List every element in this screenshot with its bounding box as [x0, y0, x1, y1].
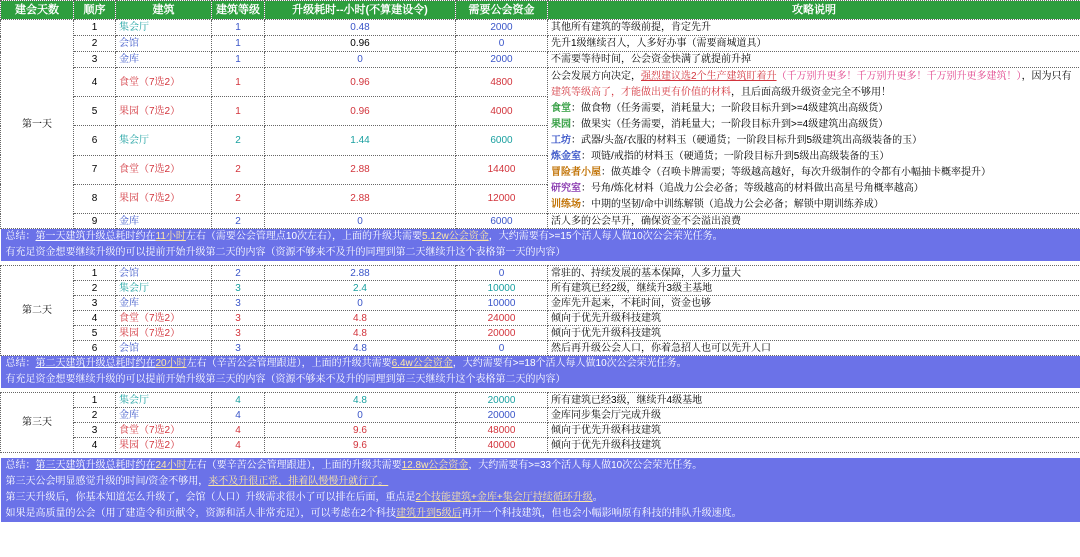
note-value: ：做果实（任务需要，消耗量大；一阶段目标升到>=4级建筑出高级货） — [571, 119, 889, 130]
cell-time: 0 — [265, 214, 456, 229]
cell-building: 食堂（7选2） — [116, 68, 212, 97]
cell-fund: 10000 — [456, 281, 548, 296]
day2-summary — [1, 356, 1080, 372]
summary-highlight: 2个技能建筑+金库+集会厅持续循环升级 — [415, 492, 593, 503]
cell-time: 9.6 — [265, 423, 456, 438]
cell-fund: 10000 — [456, 296, 548, 311]
summary-label: 总结： — [5, 460, 36, 471]
cell-level: 3 — [212, 296, 265, 311]
day1-notes-block — [548, 68, 1080, 214]
cell-fund: 20000 — [456, 408, 548, 423]
summary-hours: 20小时 — [155, 358, 187, 370]
cell-level: 4 — [212, 393, 265, 408]
day-label: 第三天 — [1, 393, 74, 453]
note-lab — [551, 181, 1077, 197]
cell-time: 0 — [265, 296, 456, 311]
table-row — [1, 326, 1080, 341]
cell-building: 食堂（7选2） — [116, 311, 212, 326]
cell-level: 2 — [212, 266, 265, 281]
summary-text: 第三天升级后，你基本知道怎么升级了，会馆（人口）升级需求很小了可以排在后面，重点是 — [5, 492, 416, 503]
cell-fund: 40000 — [456, 438, 548, 453]
cell-order: 1 — [74, 20, 116, 36]
cell-order: 9 — [74, 214, 116, 229]
summary-text: 左右（要辛苦公会管理跟进），上面的升级共需要 — [186, 460, 402, 471]
cell-note: 倾向于优先升级科技建筑 — [548, 311, 1080, 326]
cell-note: 倾向于优先升级科技建筑 — [548, 438, 1080, 453]
header-row — [1, 1, 1080, 20]
cell-order: 1 — [74, 393, 116, 408]
summary-line — [1, 474, 1080, 490]
cell-level: 3 — [212, 326, 265, 341]
table-row — [1, 296, 1080, 311]
note-highlight: 强烈建议选2个生产建筑盯着升 — [641, 71, 777, 82]
cell-order: 2 — [74, 281, 116, 296]
note-value: ：项链/戒指的材料玉（硬通货；一阶段目标升到5级出高级装备的玉） — [581, 151, 890, 162]
cell-building: 果园（7选2） — [116, 438, 212, 453]
cell-fund: 2000 — [456, 20, 548, 36]
cell-order: 3 — [74, 52, 116, 68]
day2-summary-2 — [1, 372, 1080, 388]
cell-fund: 4000 — [456, 97, 548, 126]
cell-building: 集会厅 — [116, 20, 212, 36]
day3-summary — [1, 458, 1080, 474]
note-training — [551, 197, 1077, 213]
summary-line — [1, 458, 1080, 474]
header-fund: 需要公会资金 — [456, 1, 548, 20]
cell-time: 4.8 — [265, 393, 456, 408]
cell-order: 2 — [74, 408, 116, 423]
table-row — [1, 20, 1080, 36]
cell-time: 0.48 — [265, 20, 456, 36]
note-key: 工坊 — [551, 135, 571, 146]
summary-fund: 5.12w公会资金 — [422, 231, 489, 243]
header-days: 建会天数 — [1, 1, 74, 20]
table-row — [1, 36, 1080, 52]
note-workshop — [551, 133, 1077, 149]
cell-fund: 0 — [456, 36, 548, 52]
cell-note: 然后再升级公会人口，你着急招人也可以先升人口 — [548, 341, 1080, 356]
cell-time: 9.6 — [265, 438, 456, 453]
cell-level: 1 — [212, 68, 265, 97]
cell-note: 倾向于优先升级科技建筑 — [548, 423, 1080, 438]
cell-level: 2 — [212, 126, 265, 155]
cell-note: 金库先升起来，不耗时间，资金也够 — [548, 296, 1080, 311]
note-text: 公会发展方向决定， — [551, 71, 641, 82]
cell-time: 0 — [265, 52, 456, 68]
cell-building: 集会厅 — [116, 393, 212, 408]
cell-fund: 6000 — [456, 126, 548, 155]
header-building: 建筑 — [116, 1, 212, 20]
cell-level: 2 — [212, 214, 265, 229]
summary-text: 再开一个科技建筑，但也会小幅影响原有科技的排队升级速度。 — [461, 508, 742, 519]
note-value: ：号角/炼化材料（追战力公会必备；等级越高的材料做出高星号角概率越高） — [581, 183, 924, 194]
cell-fund: 6000 — [456, 214, 548, 229]
cell-fund: 48000 — [456, 423, 548, 438]
day-label: 第一天 — [1, 20, 74, 229]
cell-fund: 2000 — [456, 52, 548, 68]
cell-order: 5 — [74, 97, 116, 126]
summary-hours: 24小时 — [155, 460, 187, 471]
cell-fund: 4800 — [456, 68, 548, 97]
note-food — [551, 101, 1077, 117]
header-notes: 攻略说明 — [548, 1, 1080, 20]
cell-level: 2 — [212, 184, 265, 213]
summary-line: 有充足资金想要继续升级的可以提前开始升级第三天的内容（资源不够来不及升的同理到第三天继续升这个表格第二天的内容） — [1, 372, 1080, 388]
cell-time: 2.88 — [265, 155, 456, 184]
strategy-note — [551, 69, 1077, 101]
cell-building: 会馆 — [116, 266, 212, 281]
cell-time: 2.88 — [265, 184, 456, 213]
summary-highlight: 建筑升到5级后 — [396, 508, 462, 519]
note-value: ：武器/头盔/衣服的材料玉（硬通货；一阶段目标升到5级建筑出高级装备的玉） — [571, 135, 923, 146]
cell-fund: 12000 — [456, 184, 548, 213]
header-time: 升级耗时--小时(不算建设令) — [265, 1, 456, 20]
cell-note: 常驻的、持续发展的基本保障，人多力量大 — [548, 266, 1080, 281]
cell-note: 先升1级继续召人，人多好办事（需要商城道具） — [548, 36, 1080, 52]
cell-building: 果园（7选2） — [116, 97, 212, 126]
cell-note: 活人多的公会早升，确保资金不会溢出浪费 — [548, 214, 1080, 229]
note-key: 研究室 — [551, 183, 581, 194]
cell-note: 所有建筑已经2级，继续升3级主基地 — [548, 281, 1080, 296]
cell-order: 7 — [74, 155, 116, 184]
cell-fund: 20000 — [456, 393, 548, 408]
cell-building: 金库 — [116, 408, 212, 423]
cell-note: 倾向于优先升级科技建筑 — [548, 326, 1080, 341]
cell-order: 8 — [74, 184, 116, 213]
cell-order: 3 — [74, 423, 116, 438]
cell-level: 3 — [212, 341, 265, 356]
cell-building: 金库 — [116, 52, 212, 68]
note-value: ：做食物（任务需要，消耗量大；一阶段目标升到>=4级建筑出高级货） — [571, 103, 889, 114]
summary-text: 第三天公会明显感觉升级的时间/资金不够用， — [5, 476, 209, 487]
header-level: 建筑等级 — [212, 1, 265, 20]
table-row — [1, 423, 1080, 438]
cell-building: 金库 — [116, 296, 212, 311]
summary-text: 如果是高质量的公会（用了建造令和贡献令，资源和活人非常充足），可以考虑在2个科技 — [5, 508, 397, 519]
summary-label: 总结： — [5, 231, 36, 243]
cell-building: 金库 — [116, 214, 212, 229]
cell-time: 0.96 — [265, 68, 456, 97]
day3-summary-2 — [1, 474, 1080, 490]
cell-order: 3 — [74, 296, 116, 311]
cell-time: 4.8 — [265, 326, 456, 341]
cell-fund: 24000 — [456, 311, 548, 326]
cell-time: 0.96 — [265, 97, 456, 126]
summary-line — [1, 506, 1080, 522]
cell-building: 会馆 — [116, 36, 212, 52]
cell-note: 所有建筑已经3级，继续升4级基地 — [548, 393, 1080, 408]
cell-time: 0.96 — [265, 36, 456, 52]
cell-level: 1 — [212, 20, 265, 36]
cell-level: 3 — [212, 281, 265, 296]
cell-level: 4 — [212, 438, 265, 453]
note-warning: （千万别升更多！千万别升更多！千万别升更多建筑！） — [776, 71, 1022, 82]
cell-time: 4.8 — [265, 341, 456, 356]
cell-fund: 14400 — [456, 155, 548, 184]
cell-order: 4 — [74, 311, 116, 326]
day1-summary-2 — [1, 245, 1080, 261]
summary-text: 第一天建筑升级总耗时约在 — [35, 231, 156, 243]
summary-text: 左右（辛苦公会管理跟进），上面的升级共需要 — [186, 358, 392, 370]
cell-building: 食堂（7选2） — [116, 155, 212, 184]
cell-building: 集会厅 — [116, 126, 212, 155]
note-orchard — [551, 117, 1077, 133]
summary-line — [1, 229, 1080, 245]
cell-note: 其他所有建筑的等级前提，肯定先升 — [548, 20, 1080, 36]
note-value: ：中期的坚韧/命中训练解锁（追战力公会必备；解锁中期训练养成） — [581, 199, 884, 210]
table-row — [1, 214, 1080, 229]
cell-level: 1 — [212, 36, 265, 52]
note-text: ，且后面高级升级资金完全不够用！ — [731, 87, 891, 98]
day3-summary-4 — [1, 506, 1080, 522]
summary-highlight: 来不及升很正常，排着队慢慢升就行了。 — [208, 476, 389, 487]
summary-text: ，大约需要有>=33个活人每人做10次公会荣光任务。 — [468, 460, 703, 471]
cell-order: 2 — [74, 36, 116, 52]
cell-fund: 0 — [456, 341, 548, 356]
note-text: ，因为只有 — [1021, 71, 1072, 82]
cell-time: 4.8 — [265, 311, 456, 326]
summary-hours: 11小时 — [155, 231, 186, 243]
cell-building: 果园（7选2） — [116, 184, 212, 213]
summary-text: ，大约需要有>=15个活人每人做10次公会荣光任务。 — [488, 231, 723, 243]
summary-label: 总结： — [5, 358, 36, 370]
cell-level: 4 — [212, 408, 265, 423]
summary-line — [1, 490, 1080, 506]
cell-note: 金库同步集会厅完成升级 — [548, 408, 1080, 423]
cell-level: 1 — [212, 52, 265, 68]
table-row — [1, 408, 1080, 423]
summary-line — [1, 356, 1080, 372]
table-row — [1, 266, 1080, 281]
summary-text: 左右（需要公会管理点10次左右），上面的升级共需要 — [185, 231, 423, 243]
cell-time: 2.4 — [265, 281, 456, 296]
cell-level: 3 — [212, 311, 265, 326]
cell-level: 2 — [212, 155, 265, 184]
table-row — [1, 438, 1080, 453]
table-row — [1, 341, 1080, 356]
cell-note: 不需要等待时间，公会资金快满了就提前升掉 — [548, 52, 1080, 68]
cell-building: 集会厅 — [116, 281, 212, 296]
summary-fund: 6.4w公会资金 — [391, 358, 453, 370]
table-row — [1, 311, 1080, 326]
note-key: 食堂 — [551, 103, 571, 114]
cell-order: 6 — [74, 341, 116, 356]
note-highlight: 建筑等级高了，才能做出更有价值的材料 — [551, 87, 731, 98]
cell-building: 果园（7选2） — [116, 326, 212, 341]
note-alchemy — [551, 149, 1077, 165]
note-key: 训练场 — [551, 199, 581, 210]
cell-order: 4 — [74, 68, 116, 97]
table-row — [1, 68, 1080, 97]
summary-line: 有充足资金想要继续升级的可以提前开始升级第二天的内容（资源不够来不及升的同理到第二天继续升这个表格第一天的内容） — [1, 245, 1080, 261]
cell-building: 食堂（7选2） — [116, 423, 212, 438]
cell-time: 0 — [265, 408, 456, 423]
cell-building: 会馆 — [116, 341, 212, 356]
table-row — [1, 52, 1080, 68]
cell-order: 1 — [74, 266, 116, 281]
day1-summary — [1, 229, 1080, 245]
cell-time: 2.88 — [265, 266, 456, 281]
summary-fund: 12.8w公会资金 — [401, 460, 469, 471]
summary-text: 第二天建筑升级总耗时约在 — [35, 358, 156, 370]
day3-summary-3 — [1, 490, 1080, 506]
cell-level: 4 — [212, 423, 265, 438]
day-label: 第二天 — [1, 266, 74, 356]
note-key: 果园 — [551, 119, 571, 130]
note-key: 冒险者小屋 — [551, 167, 601, 178]
note-value: ：做英雄令（召唤卡牌需要；等级越高越好，每次升级制作的令都有小幅抽卡概率提升） — [601, 167, 991, 178]
note-key: 炼金室 — [551, 151, 581, 162]
summary-text: ，大约需要有>=18个活人每人做10次公会荣光任务。 — [452, 358, 687, 370]
cell-order: 6 — [74, 126, 116, 155]
cell-fund: 0 — [456, 266, 548, 281]
cell-level: 1 — [212, 97, 265, 126]
table-row — [1, 281, 1080, 296]
cell-order: 5 — [74, 326, 116, 341]
cell-fund: 20000 — [456, 326, 548, 341]
summary-text: 第三天建筑升级总耗时约在 — [35, 460, 156, 471]
note-adventure — [551, 165, 1077, 181]
header-order: 顺序 — [74, 1, 116, 20]
table-row — [1, 393, 1080, 408]
cell-order: 4 — [74, 438, 116, 453]
cell-time: 1.44 — [265, 126, 456, 155]
summary-text: 。 — [592, 492, 603, 503]
